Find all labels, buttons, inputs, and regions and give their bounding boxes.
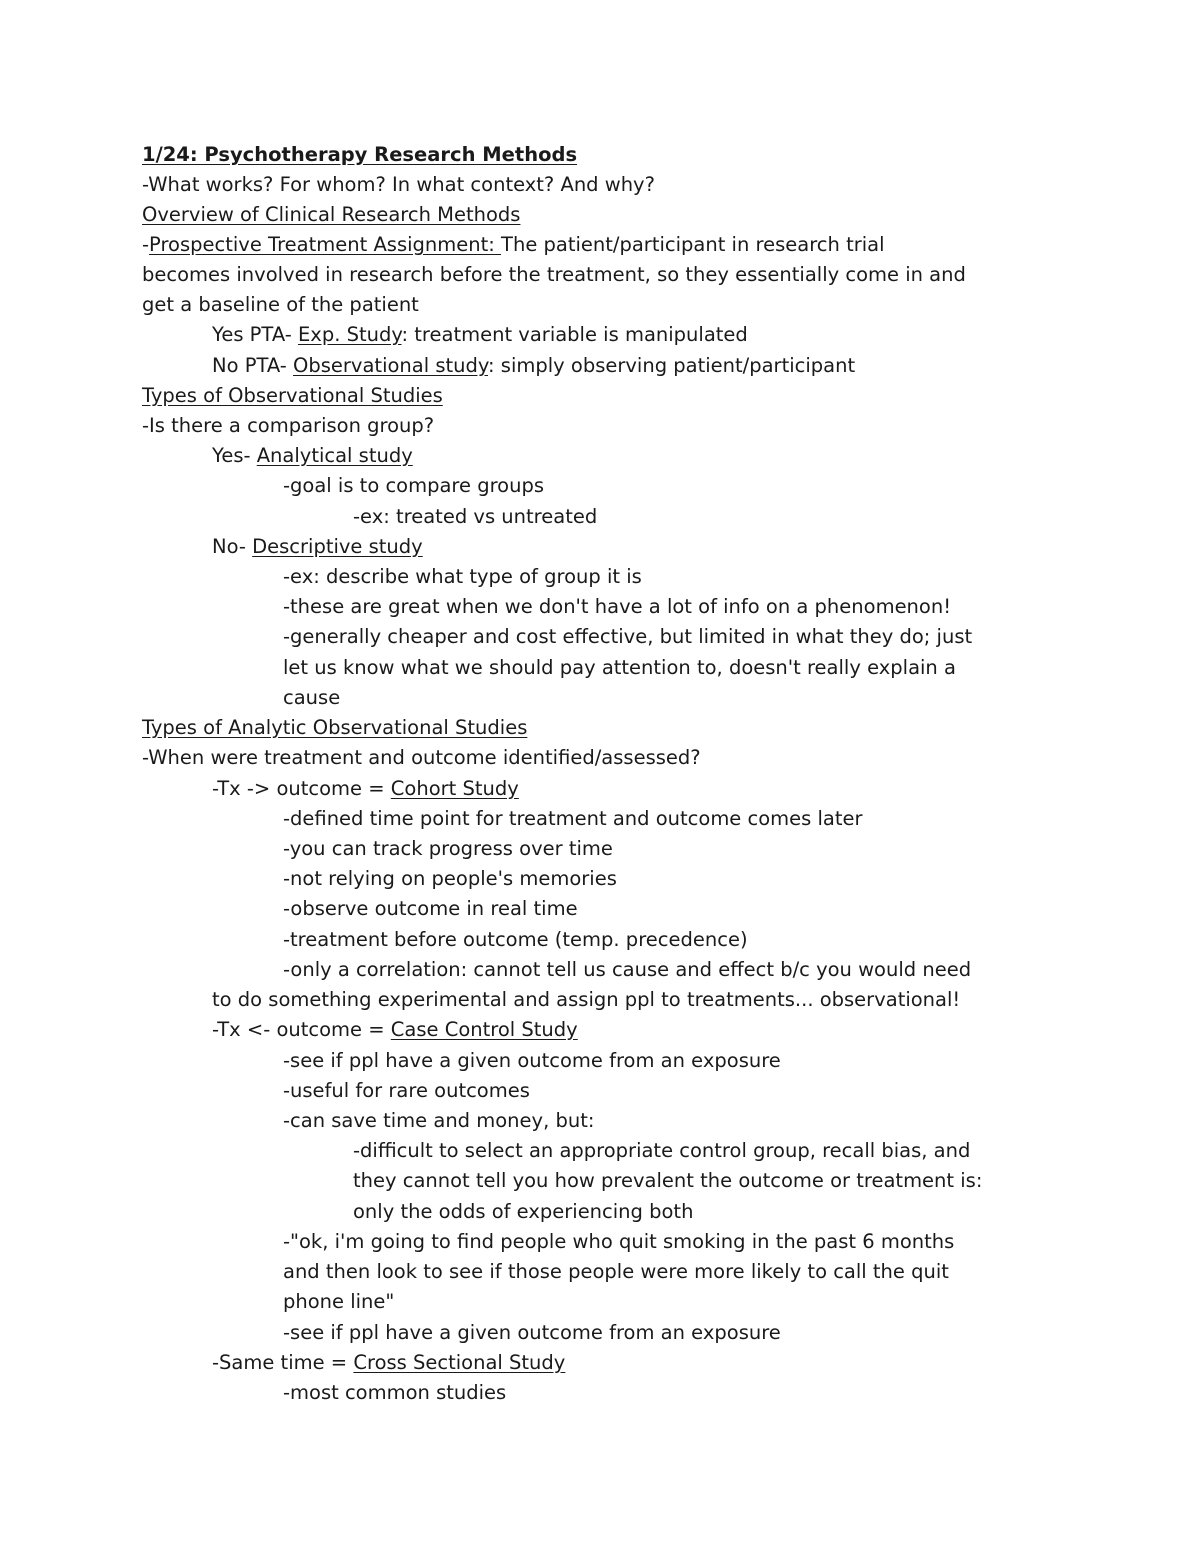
text-line: to do something experimental and assign ppl to treatments... observational! <box>212 988 961 1011</box>
text-line: -goal is to compare groups <box>283 474 545 497</box>
text-line: only the odds of experiencing both <box>353 1200 694 1223</box>
text-line: -generally cheaper and cost effective, but limited in what they do; just <box>283 625 973 648</box>
text-line: Yes- Analytical study <box>212 444 413 467</box>
text-line: No- Descriptive study <box>212 535 423 558</box>
text-line: -When were treatment and outcome identified/assessed? <box>142 746 701 769</box>
term: Descriptive study <box>252 535 423 558</box>
text-line: -can save time and money, but: <box>283 1109 595 1132</box>
section-heading: Overview of Clinical Research Methods <box>142 203 521 226</box>
section-heading: Types of Analytic Observational Studies <box>142 716 528 739</box>
text-line: -treatment before outcome (temp. precedence) <box>283 928 748 951</box>
text-line: -useful for rare outcomes <box>283 1079 530 1102</box>
text-line: becomes involved in research before the treatment, so they essentially come in and <box>142 263 966 286</box>
text-line: -ex: describe what type of group it is <box>283 565 642 588</box>
section-heading: Types of Observational Studies <box>142 384 443 407</box>
text-line: -most common studies <box>283 1381 507 1404</box>
term: Observational study <box>293 354 489 377</box>
text-line: -not relying on people's memories <box>283 867 617 890</box>
text-line: -see if ppl have a given outcome from an exposure <box>283 1321 781 1344</box>
text-line: cause <box>283 686 341 709</box>
text-line: -ex: treated vs untreated <box>353 505 598 528</box>
text-line: phone line" <box>283 1290 395 1313</box>
text-line: -defined time point for treatment and outcome comes later <box>283 807 863 830</box>
text-line: -What works? For whom? In what context? And why? <box>142 173 655 196</box>
text-line: -see if ppl have a given outcome from an exposure <box>283 1049 781 1072</box>
text-line: and then look to see if those people were more likely to call the quit <box>283 1260 949 1283</box>
text-line: -Tx <- outcome = Case Control Study <box>212 1018 578 1041</box>
text-line: -Prospective Treatment Assignment: The patient/participant in research trial <box>142 233 885 256</box>
text-line: -these are great when we don't have a lot of info on a phenomenon! <box>283 595 952 618</box>
term: Cross Sectional Study <box>353 1351 566 1374</box>
term: Analytical study <box>256 444 413 467</box>
term: Cohort Study <box>390 777 519 800</box>
page-title: 1/24: Psychotherapy Research Methods <box>142 143 578 166</box>
text-line: -Tx -> outcome = Cohort Study <box>212 777 519 800</box>
text-line: get a baseline of the patient <box>142 293 419 316</box>
text-line: they cannot tell you how prevalent the outcome or treatment is: <box>353 1169 983 1192</box>
text-line: -only a correlation: cannot tell us cause and effect b/c you would need <box>283 958 972 981</box>
term: Exp. Study <box>297 323 402 346</box>
text-line: -Is there a comparison group? <box>142 414 435 437</box>
text-line: No PTA- Observational study: simply observing patient/participant <box>212 354 856 377</box>
text-line: Yes PTA- Exp. Study: treatment variable is manipulated <box>212 323 748 346</box>
text-line: let us know what we should pay attention to, doesn't really explain a <box>283 656 956 679</box>
text-line: -observe outcome in real time <box>283 897 578 920</box>
text-line: -"ok, i'm going to find people who quit smoking in the past 6 months <box>283 1230 955 1253</box>
term: Prospective Treatment Assignment: <box>149 233 502 256</box>
text-line: -difficult to select an appropriate control group, recall bias, and <box>353 1139 971 1162</box>
text-line: -you can track progress over time <box>283 837 613 860</box>
term: Case Control Study <box>390 1018 578 1041</box>
text-line: -Same time = Cross Sectional Study <box>212 1351 566 1374</box>
